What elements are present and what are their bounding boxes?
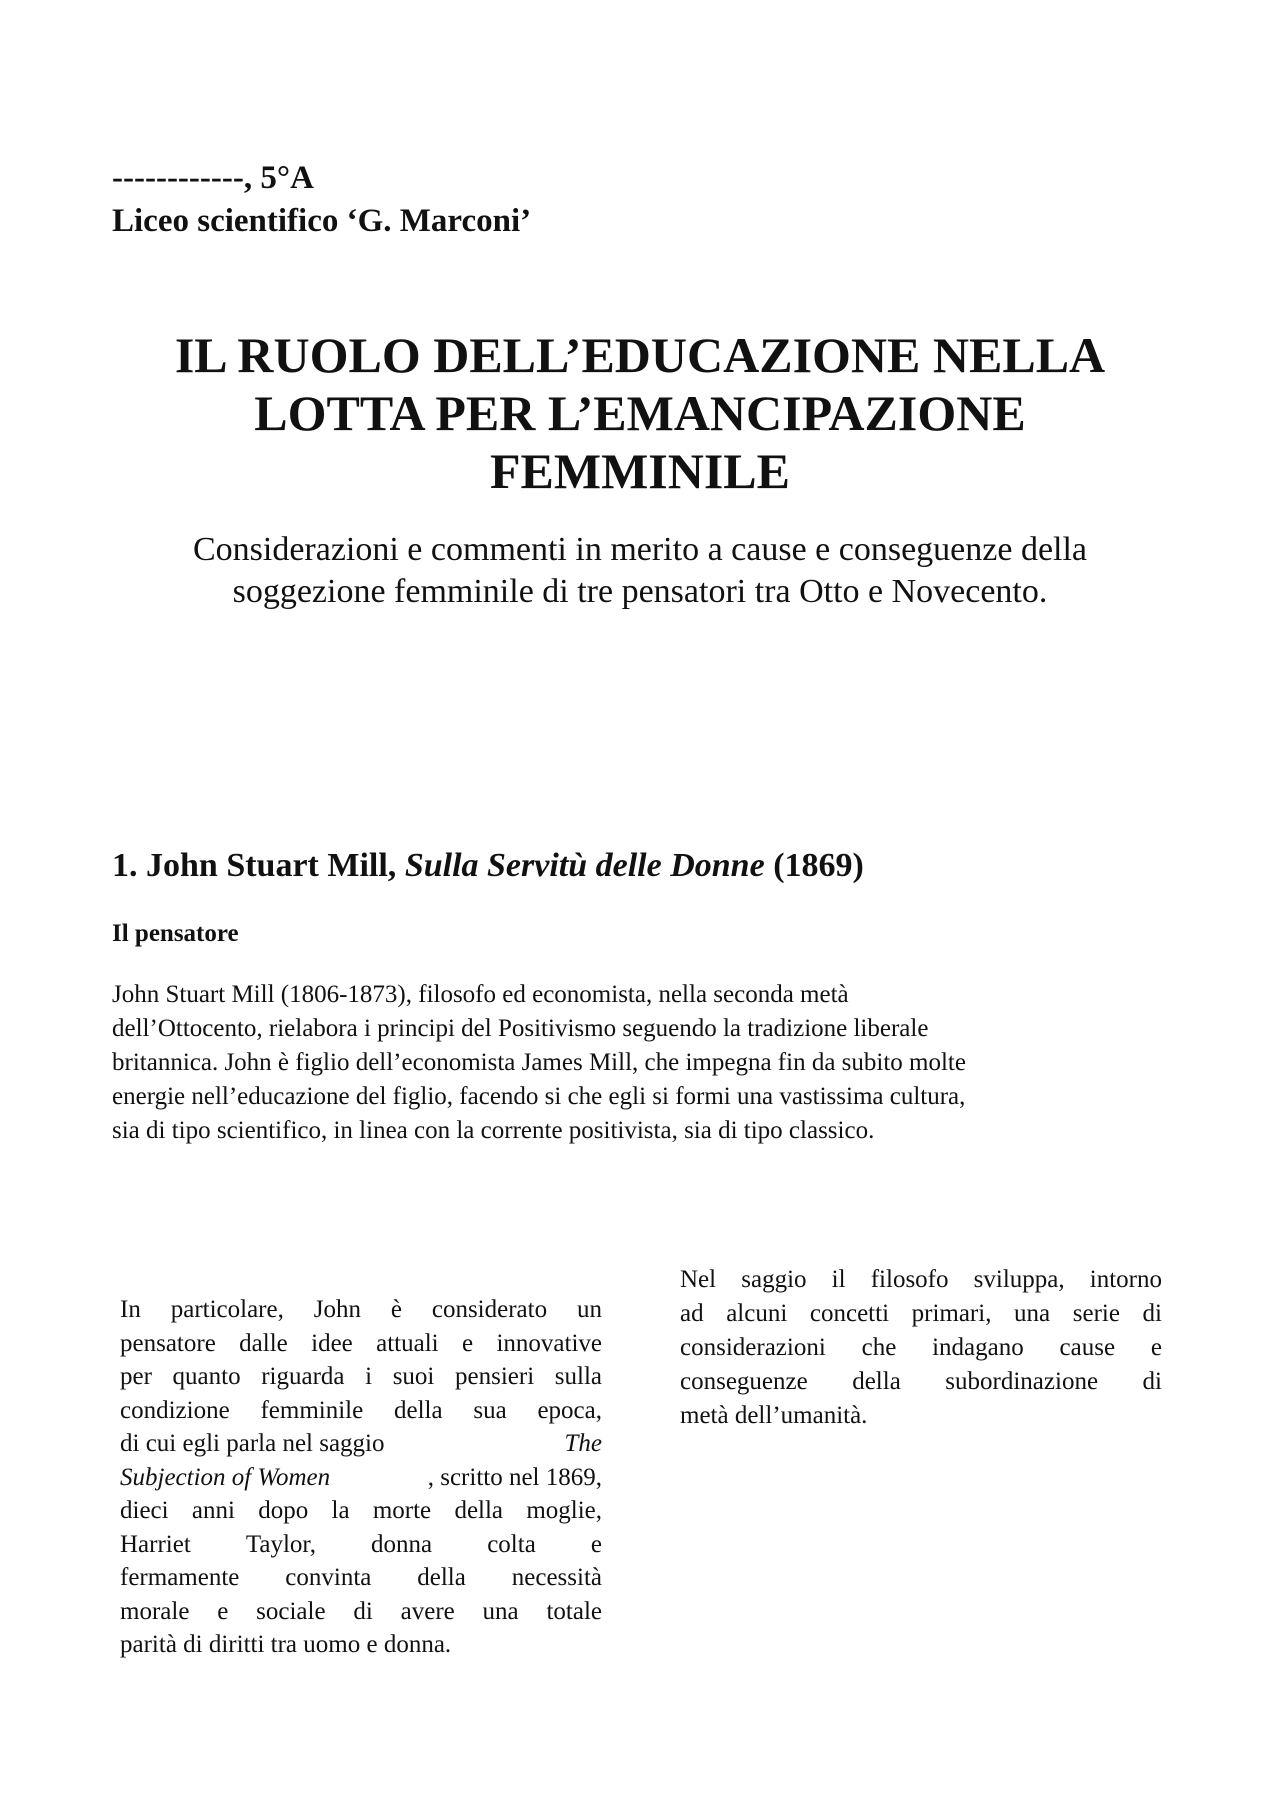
column-line: fermamente convinta della necessità xyxy=(120,1564,602,1591)
intro-paragraph xyxy=(112,978,1172,1148)
column-line: Nel saggio il filosofo sviluppa, intorno xyxy=(680,1266,1162,1293)
left-column-text xyxy=(120,1293,602,1662)
right-column-text xyxy=(680,1263,1162,1433)
work-title-part-2: Subjection of Women xyxy=(120,1463,331,1491)
word: e xyxy=(590,1530,602,1558)
word: Taylor, xyxy=(245,1530,316,1558)
section-heading-prefix: 1. John Stuart Mill, xyxy=(112,847,405,884)
line-suffix: , scritto nel 1869, xyxy=(427,1463,602,1491)
school-line: Liceo scientifico ‘G. Marconi’ xyxy=(112,203,532,239)
column-line: per quanto riguarda i suoi pensieri sulla xyxy=(120,1363,602,1390)
title-line-2: LOTTA PER L’EMANCIPAZIONE xyxy=(254,385,1026,441)
word: donna xyxy=(371,1530,433,1558)
title-line-1: IL RUOLO DELL’EDUCAZIONE NELLA xyxy=(174,327,1106,383)
subtitle-line-1: Considerazioni e commenti in merito a cause e conseguenze della xyxy=(192,531,1088,568)
title-line-3: FEMMINILE xyxy=(490,443,790,499)
document-title xyxy=(0,326,1280,500)
column-line xyxy=(120,1461,602,1495)
paragraph-line: britannica. John è figlio dell’economista James Mill, che impegna fin da subito molte xyxy=(112,1049,966,1076)
column-line xyxy=(120,1528,602,1562)
subheading-il-pensatore: Il pensatore xyxy=(112,920,239,947)
paragraph-line: sia di tipo scientifico, in linea con la corrente positivista, sia di tipo classico. xyxy=(112,1117,875,1144)
column-line: conseguenze della subordinazione di xyxy=(680,1368,1162,1395)
paragraph-line: dell’Ottocento, rielabora i principi del Positivismo seguendo la tradizione liberale xyxy=(112,1015,929,1042)
column-line: pensatore dalle idee attuali e innovative xyxy=(120,1329,602,1357)
column-line: parità di diritti tra uomo e donna. xyxy=(120,1631,452,1658)
column-line: ad alcuni concetti primari, una serie di xyxy=(680,1300,1162,1327)
column-line: dieci anni dopo la morte della moglie, xyxy=(120,1497,602,1524)
section-1-heading xyxy=(112,845,864,887)
word: colta xyxy=(487,1530,536,1558)
column-line: metà dell’umanità. xyxy=(680,1402,868,1429)
word: Harriet xyxy=(120,1530,191,1558)
work-title-part-1: The xyxy=(564,1430,602,1457)
author-class-line: ------------, 5°A xyxy=(112,160,314,196)
paragraph-line: energie nell’educazione del figlio, facendo si che egli si formi una vastissima cultura, xyxy=(112,1083,966,1110)
column-line: morale e sociale di avere una totale xyxy=(120,1597,602,1625)
line-prefix: di cui egli parla nel saggio xyxy=(120,1430,385,1457)
author-header xyxy=(112,157,531,243)
column-line xyxy=(120,1427,602,1461)
paragraph-line: John Stuart Mill (1806-1873), filosofo ed economista, nella seconda metà xyxy=(112,981,849,1008)
section-heading-work-title: Sulla Servitù delle Donne xyxy=(404,847,765,884)
section-heading-year: (1869) xyxy=(764,847,864,884)
document-subtitle xyxy=(0,529,1280,613)
column-line: In particolare, John è considerato un xyxy=(120,1296,602,1323)
column-line: condizione femminile della sua epoca, xyxy=(120,1396,602,1424)
subtitle-line-2: soggezione femminile di tre pensatori tra Otto e Novecento. xyxy=(232,573,1048,610)
column-line: considerazioni che indagano cause e xyxy=(680,1334,1162,1361)
